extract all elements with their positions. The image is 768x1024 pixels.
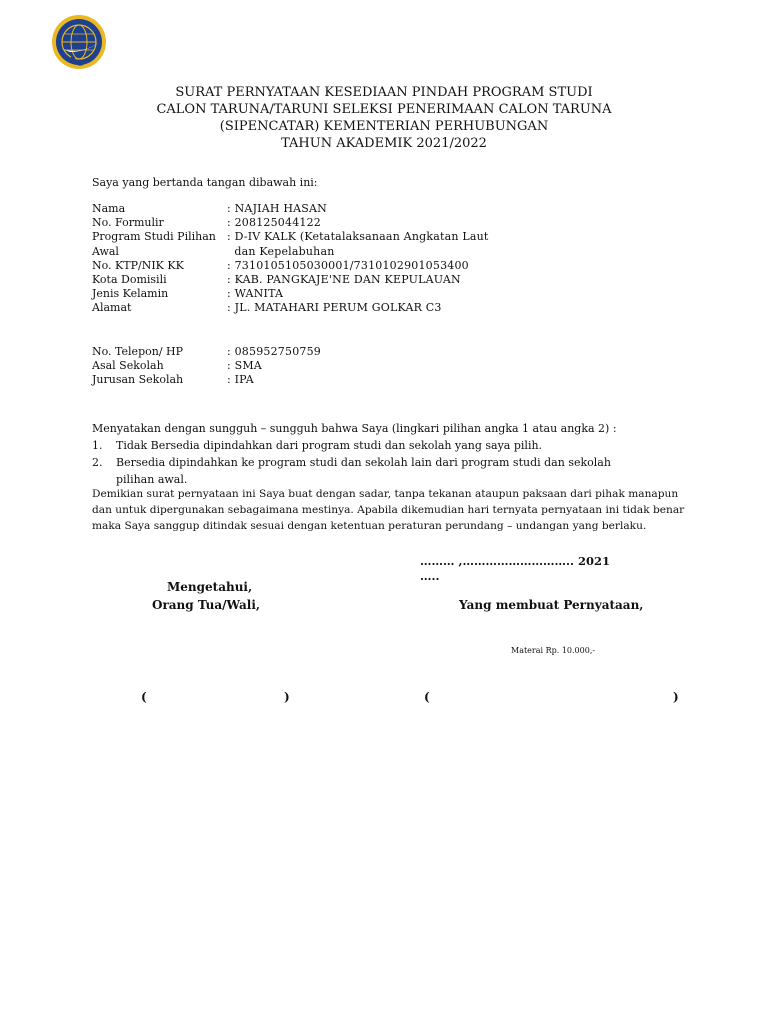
- parent-guardian-label: Orang Tua/Wali,: [152, 598, 261, 612]
- field-value: : SMA: [227, 359, 262, 373]
- closing-paragraph: [92, 486, 685, 534]
- field-label: Jenis Kelamin: [92, 287, 169, 301]
- parent-signature-open: (: [141, 690, 147, 704]
- field-value: : 7310105105030001/7310102901053400: [227, 258, 469, 272]
- field-row-awal: [92, 245, 489, 259]
- statement-option: [92, 437, 652, 454]
- statement-option: [92, 454, 652, 488]
- declarant-signature-close: ): [673, 690, 679, 704]
- closing-line: dan untuk dipergunakan sebagaimana mestinya. Apabila dikemudian hari ternyata pernyataan ini tidak benar: [92, 504, 685, 516]
- declarant-label: Yang membuat Pernyataan,: [459, 598, 644, 612]
- school-fields: [92, 345, 321, 388]
- document-title: [0, 84, 768, 152]
- option-number: 1.: [92, 439, 103, 452]
- field-label: Program Studi Pilihan: [92, 230, 216, 244]
- field-row-ktp: [92, 259, 489, 273]
- statement-lead: Menyatakan dengan sungguh – sungguh bahwa Saya (lingkari pilihan angka 1 atau angka 2) :: [92, 422, 617, 435]
- parent-signature-close: ): [284, 690, 290, 704]
- closing-line: maka Saya sanggup ditindak sesuai dengan ketentuan peraturan perundang – undangan yang berlaku.: [92, 520, 647, 532]
- title-line: (SIPENCATAR) KEMENTERIAN PERHUBUNGAN: [219, 119, 549, 134]
- field-row-formulir: [92, 216, 489, 230]
- declarant-signature-open: (: [424, 690, 430, 704]
- field-row-alamat: [92, 301, 489, 315]
- field-row-program-studi: [92, 230, 489, 244]
- field-row-telepon: [92, 345, 321, 359]
- field-value: dan Kepelabuhan: [227, 244, 335, 258]
- field-value: : 085952750759: [227, 345, 321, 358]
- intro-text: Saya yang bertanda tangan dibawah ini:: [92, 176, 318, 189]
- field-label: Kota Domisili: [92, 273, 167, 287]
- option-text: Bersedia dipindahkan ke program studi dan sekolah lain dari program studi dan sekolah pilihan awal.: [116, 456, 611, 486]
- field-row-kota: [92, 273, 489, 287]
- field-label: No. Telepon/ HP: [92, 345, 184, 358]
- ministry-logo-icon: [46, 12, 112, 74]
- field-label: Nama: [92, 202, 126, 215]
- option-number: 2.: [92, 456, 103, 469]
- title-line: SURAT PERNYATAAN KESEDIAAN PINDAH PROGRAM STUDI: [175, 85, 593, 100]
- field-value: : D-IV KALK (Ketatalaksanaan Angkatan Laut: [227, 230, 489, 244]
- field-label: Asal Sekolah: [92, 359, 164, 373]
- field-value: : JL. MATAHARI PERUM GOLKAR C3: [227, 301, 442, 315]
- statement-section: [92, 420, 652, 488]
- date-line-continuation: …..: [420, 569, 440, 583]
- date-line: ……… ,……………………….. 2021: [420, 554, 611, 568]
- field-label: Jurusan Sekolah: [92, 373, 184, 387]
- closing-line: Demikian surat pernyataan ini Saya buat dengan sadar, tanpa tekanan ataupun paksaan dari pihak manapun: [92, 488, 679, 500]
- field-label: No. KTP/NIK KK: [92, 258, 184, 272]
- field-value: : 208125044122: [227, 216, 321, 230]
- title-line: TAHUN AKADEMIK 2021/2022: [281, 136, 487, 151]
- title-line: CALON TARUNA/TARUNI SELEKSI PENERIMAAN CALON TARUNA: [156, 102, 612, 117]
- stamp-duty-note: Materai Rp. 10.000,-: [511, 646, 596, 655]
- field-row-jenis-kelamin: [92, 287, 489, 301]
- option-text: Tidak Bersedia dipindahkan dari program studi dan sekolah yang saya pilih.: [116, 439, 543, 452]
- field-label: No. Formulir: [92, 216, 164, 230]
- field-row-jurusan: [92, 373, 321, 387]
- field-value: : KAB. PANGKAJE'NE DAN KEPULAUAN: [227, 273, 461, 287]
- personal-fields: [92, 202, 489, 316]
- field-value: : WANITA: [227, 287, 284, 301]
- field-value: : IPA: [227, 373, 254, 387]
- field-value: : NAJIAH HASAN: [227, 202, 328, 215]
- field-label: Alamat: [92, 301, 132, 315]
- field-label: Awal: [92, 244, 119, 258]
- acknowledged-label: Mengetahui,: [167, 580, 253, 594]
- field-row-asal-sekolah: [92, 359, 321, 373]
- field-row-nama: [92, 202, 489, 216]
